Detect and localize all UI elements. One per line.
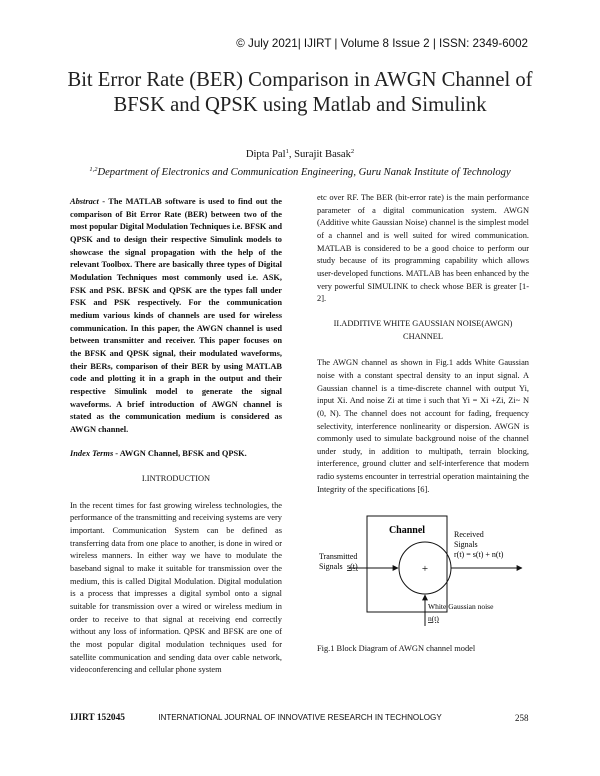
- paper-title: [40, 68, 560, 118]
- right-column: [317, 192, 529, 656]
- awgn-paragraph: The AWGN channel as shown in Fig.1 adds White Gaussian noise with a constant spectral density to an input signal. A Gaussian channel is a time-discrete channel with output Yi, input Xi. And noise Zi at time i such that Yi = Xi +Zi, Zi~ N (0, N). The channel does not account for fading, frequency selectivity, interference nonlinearity or dispersion. AWGN is commonly used to simulate background noise of the channel under study, in addition to multipath, terrain blocking, interference, ground clutter and self-interference that modern radio systems encounter in terrestrial operation maintaining the Integrity of the specifications [6].: [317, 358, 529, 494]
- received-equation: r(t) = s(t) + n(t): [454, 550, 504, 560]
- author-list: [0, 149, 600, 160]
- introduction-continued-paragraph: etc over RF. The BER (bit-error rate) is the main performance parameter of a digital communication system. AWGN (Additive white Gaussian Noise) channel is the simplest model of a channel and is well suited for wired communication. MATLAB is considered to be a good choice to perform our study because of its programming capability which allows user-developed functions. MATLAB has been enhanced by the very powerful SIMULINK to check whose BER is greater [1-2].: [317, 193, 529, 304]
- footer-paper-id: IJIRT 152045: [70, 713, 125, 723]
- noise-label: White Gaussian noise: [428, 602, 494, 612]
- transmitted-variable: s(t): [347, 562, 358, 572]
- received-label-line-2: Signals: [454, 540, 478, 550]
- author-1: Dipta Pal: [245, 149, 286, 160]
- author-2: Surajit Basak: [294, 149, 351, 160]
- noise-variable: n(t): [428, 614, 439, 624]
- index-terms-lead: Index Terms: [70, 449, 114, 459]
- introduction-paragraph: In the recent times for fast growing wireless technologies, the performance of the transmitting and receiving systems are very important. Communication System can be defined as transferring data from one place to another, is done in wired or wireless manners. In either way we have to modulate the baseband signal to make it suitable for transmission over the medium, this is called Digital Modulation. Digital modulation is a process that impresses a digital symbol onto a signal suitable for transmission over a wired or wireless medium in order to receive to that signal at receiving end correctly without any loss of information. QPSK and BFSK are one of the most popular digital modulation techniques used for satellite communication and sending data over cable network, videoconferencing and cellular phone system: [70, 500, 282, 675]
- affiliation: [0, 167, 600, 178]
- abstract: [70, 196, 282, 436]
- transmitted-label-line-2: Signals: [319, 562, 343, 572]
- title-line-2: BFSK and QPSK using Matlab and Simulink: [113, 94, 487, 116]
- abstract-lead: Abstract: [70, 197, 99, 206]
- section-heading-awgn: II.ADDITIVE WHITE GAUSSIAN NOISE(AWGN) CHANNEL: [333, 318, 513, 341]
- abstract-text: - The MATLAB software is used to find out the comparison of Bit Error Rate (BER) between two of the most popular Digital Modulation Techniques i.e. BFSK and QPSK and to design their respective Simulink models to showcase the signal propagation with the help of the relevant Toolbox. There are basically three types of Digital Modulation Techniques most commonly used i.e. ASK, FSK and PSK. BFSK and QPSK are the types fall under FSK and PSK respectively. For the communication medium various kinds of channels are used for wireless communication. In this paper, the AWGN channel is used between transmitter and receiver. This paper focuses on the BFSK and QPSK signal, their modulated waveforms, their BERs, comparison of their BER by using MATLAB code and plotting it in a graph in the output and their respective Simulink model to generate the signal waveforms. A brief introduction of AWGN channel is stated as the communication medium is considered as AWGN channel.: [70, 197, 282, 434]
- section-heading-introduction: I.INTRODUCTION: [141, 474, 211, 484]
- channel-label: Channel: [388, 525, 426, 537]
- footer-page-number: 258: [515, 713, 529, 723]
- affiliation-text: Department of Electronics and Communication Engineering, Guru Nanak Institute of Technology: [97, 167, 511, 178]
- index-terms: [70, 448, 282, 461]
- author-1-sup: 1: [285, 148, 289, 155]
- title-line-1: Bit Error Rate (BER) Comparison in AWGN Channel of: [67, 69, 533, 91]
- issue-info: © July 2021| IJIRT | Volume 8 Issue 2 | ISSN: 2349-6002: [236, 37, 528, 50]
- transmitted-label-line-1: Transmitted: [319, 552, 358, 562]
- affiliation-sup: 1,2: [89, 166, 98, 173]
- index-terms-text: - AWGN Channel, BFSK and QPSK.: [113, 449, 247, 459]
- figure-caption: Fig.1 Block Diagram of AWGN channel model: [317, 644, 476, 654]
- received-label-line-1: Received: [454, 530, 484, 540]
- plus-sign: +: [421, 563, 429, 576]
- author-separator: ,: [288, 149, 295, 160]
- author-2-sup: 2: [350, 148, 355, 155]
- awgn-block-diagram: [317, 508, 529, 634]
- left-column: [70, 196, 282, 677]
- footer-journal-name: INTERNATIONAL JOURNAL OF INNOVATIVE RESEARCH IN TECHNOLOGY: [158, 713, 442, 722]
